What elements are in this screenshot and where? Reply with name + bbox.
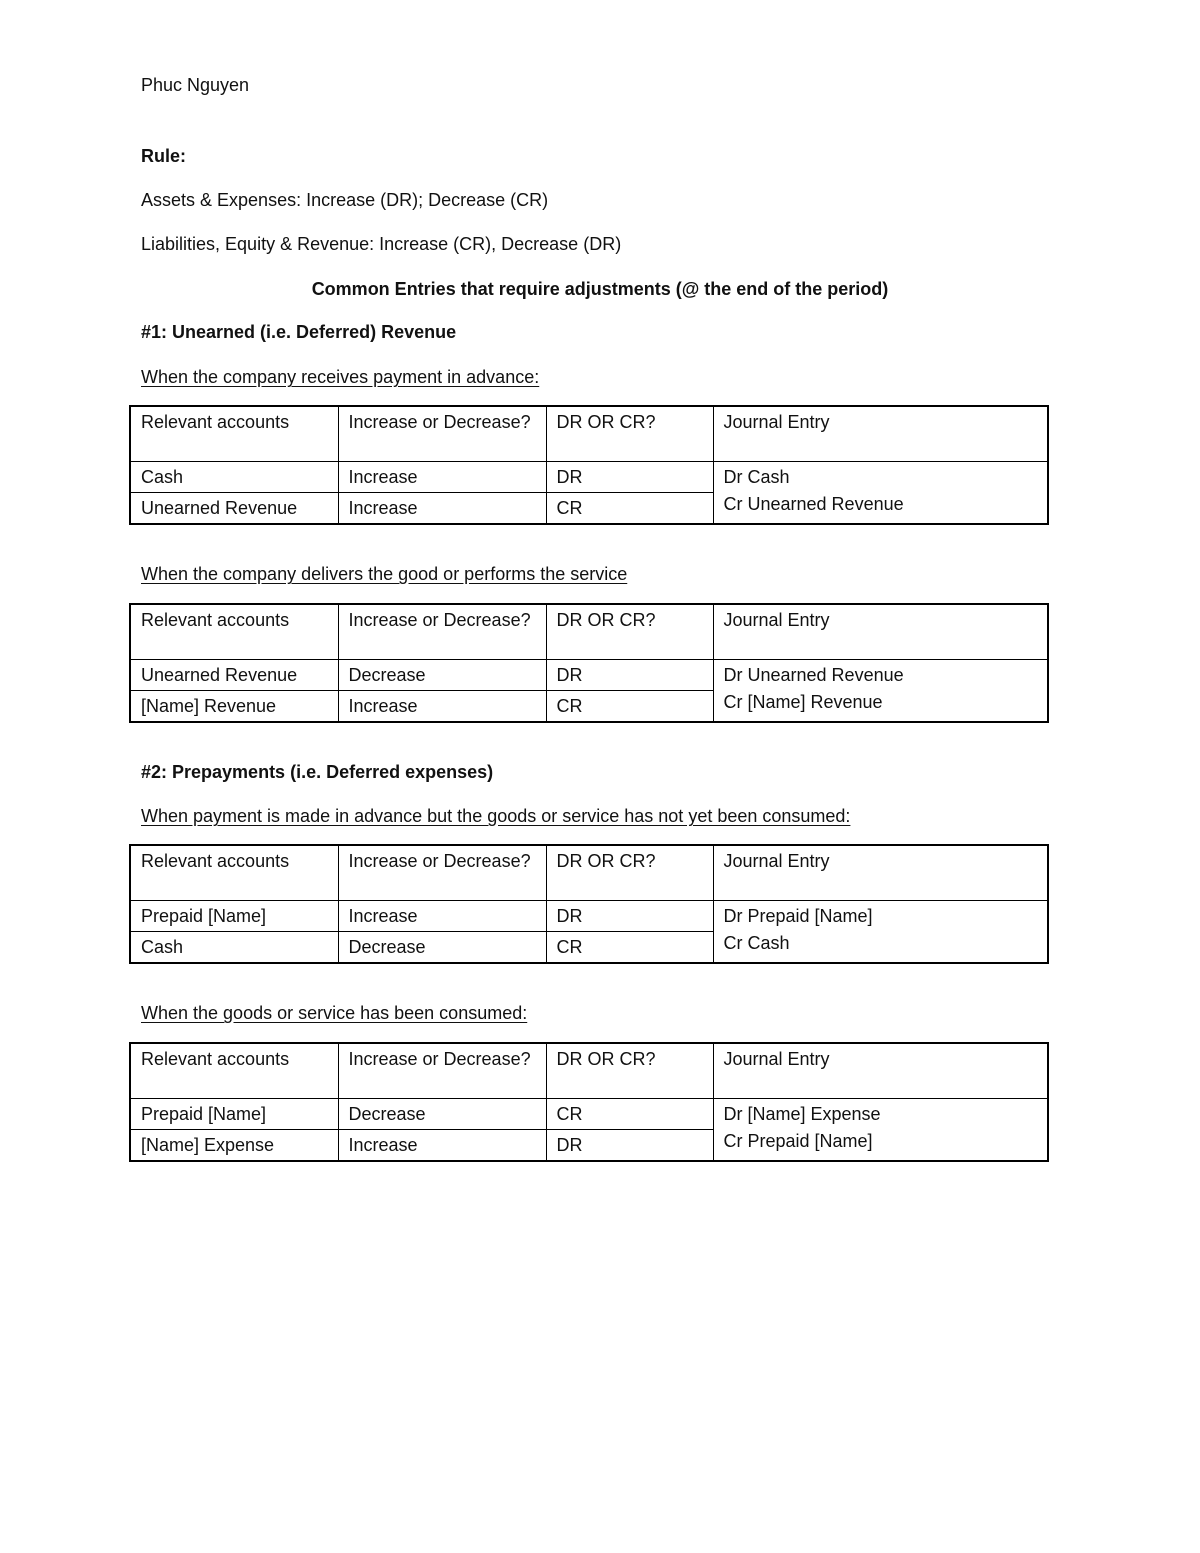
table-row: [130, 462, 1048, 493]
direction-cell: Increase: [338, 462, 546, 493]
journal-table: [129, 1042, 1049, 1162]
drcr-cell: CR: [546, 932, 713, 964]
header-cell: Journal Entry: [713, 845, 1048, 901]
drcr-cell: DR: [546, 1130, 713, 1162]
header-cell: Increase or Decrease?: [338, 1043, 546, 1099]
table-caption: When payment is made in advance but the goods or service has not yet been consumed:: [141, 806, 851, 826]
account-cell: Prepaid [Name]: [130, 901, 338, 932]
author-name: Phuc Nguyen: [141, 75, 250, 95]
drcr-cell: DR: [546, 660, 713, 691]
table-caption: When the company delivers the good or performs the service: [141, 564, 628, 584]
journal-line: Cr Cash: [723, 933, 790, 953]
account-cell: Prepaid [Name]: [130, 1099, 338, 1130]
header-cell: DR OR CR?: [546, 1043, 713, 1099]
rule-line: Assets & Expenses: Increase (DR); Decrease (CR): [141, 190, 549, 210]
main-title: Common Entries that require adjustments (@ the end of the period): [311, 279, 889, 299]
header-cell: Relevant accounts: [130, 845, 338, 901]
table-header-row: [130, 406, 1048, 462]
header-cell: DR OR CR?: [546, 604, 713, 660]
direction-cell: Increase: [338, 1130, 546, 1162]
account-cell: Unearned Revenue: [130, 660, 338, 691]
journal-line: Dr Unearned Revenue: [723, 665, 904, 685]
journal-line: Cr [Name] Revenue: [723, 692, 883, 712]
table-row: [130, 1099, 1048, 1130]
journal-line: Cr Unearned Revenue: [723, 494, 904, 514]
journal-table: [129, 603, 1049, 723]
account-cell: Unearned Revenue: [130, 493, 338, 525]
table-caption: When the goods or service has been consumed:: [141, 1003, 528, 1023]
header-cell: Relevant accounts: [130, 406, 338, 462]
drcr-cell: CR: [546, 493, 713, 525]
rule-heading: Rule:: [141, 146, 186, 166]
table-header-row: [130, 845, 1048, 901]
section-heading: #2: Prepayments (i.e. Deferred expenses): [141, 762, 494, 782]
header-cell: Relevant accounts: [130, 1043, 338, 1099]
direction-cell: Decrease: [338, 660, 546, 691]
header-cell: Relevant accounts: [130, 604, 338, 660]
journal-entry-cell: [713, 660, 1048, 723]
journal-line: Dr [Name] Expense: [723, 1104, 881, 1124]
direction-cell: Increase: [338, 901, 546, 932]
rule-line: Liabilities, Equity & Revenue: Increase (CR), Decrease (DR): [141, 234, 622, 254]
journal-entry-cell: [713, 1099, 1048, 1162]
account-cell: [Name] Expense: [130, 1130, 338, 1162]
header-cell: Increase or Decrease?: [338, 845, 546, 901]
header-cell: Journal Entry: [713, 1043, 1048, 1099]
drcr-cell: CR: [546, 1099, 713, 1130]
table-caption: When the company receives payment in advance:: [141, 367, 540, 387]
direction-cell: Decrease: [338, 1099, 546, 1130]
journal-table: [129, 405, 1049, 525]
header-cell: Journal Entry: [713, 604, 1048, 660]
journal-line: Dr Cash: [723, 467, 790, 487]
header-cell: Increase or Decrease?: [338, 406, 546, 462]
journal-table: [129, 844, 1049, 964]
table-row: [130, 660, 1048, 691]
section-heading: #1: Unearned (i.e. Deferred) Revenue: [141, 322, 457, 342]
journal-line: Dr Prepaid [Name]: [723, 906, 873, 926]
direction-cell: Decrease: [338, 932, 546, 964]
journal-line: Cr Prepaid [Name]: [723, 1131, 873, 1151]
direction-cell: Increase: [338, 691, 546, 723]
drcr-cell: DR: [546, 462, 713, 493]
table-header-row: [130, 604, 1048, 660]
drcr-cell: DR: [546, 901, 713, 932]
header-cell: Increase or Decrease?: [338, 604, 546, 660]
header-cell: Journal Entry: [713, 406, 1048, 462]
table-row: [130, 901, 1048, 932]
account-cell: [Name] Revenue: [130, 691, 338, 723]
drcr-cell: CR: [546, 691, 713, 723]
account-cell: Cash: [130, 932, 338, 964]
header-cell: DR OR CR?: [546, 406, 713, 462]
direction-cell: Increase: [338, 493, 546, 525]
header-cell: DR OR CR?: [546, 845, 713, 901]
journal-entry-cell: [713, 462, 1048, 525]
table-header-row: [130, 1043, 1048, 1099]
journal-entry-cell: [713, 901, 1048, 964]
account-cell: Cash: [130, 462, 338, 493]
